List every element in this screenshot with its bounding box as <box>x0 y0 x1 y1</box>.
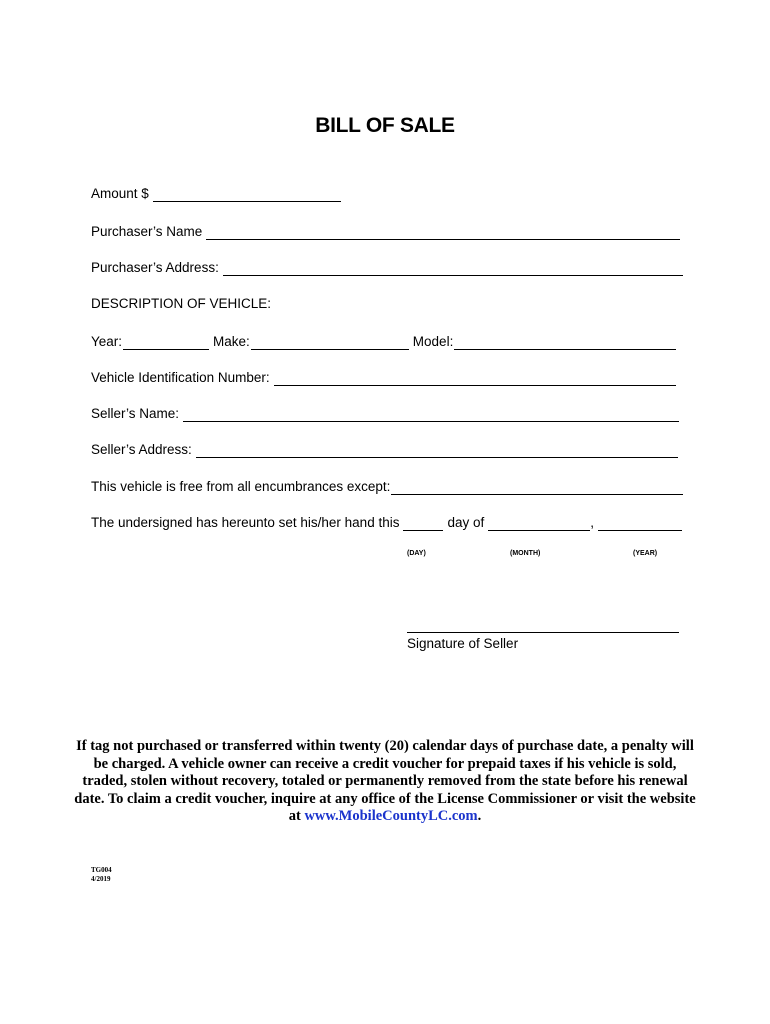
encumbrances-label: This vehicle is free from all encumbrances except: <box>91 479 391 494</box>
seller-address-label: Seller’s Address: <box>91 442 192 457</box>
day-field[interactable] <box>403 515 443 531</box>
purchaser-address-label: Purchaser’s Address: <box>91 260 219 275</box>
purchaser-name-row <box>91 220 680 240</box>
purchaser-address-row <box>91 256 683 276</box>
description-heading: DESCRIPTION OF VEHICLE: <box>91 296 272 311</box>
day-of-label: day of <box>447 515 485 530</box>
amount-row <box>91 182 341 202</box>
encumbrances-field[interactable] <box>391 479 683 495</box>
amount-field[interactable] <box>153 186 341 202</box>
day-caption: (DAY) <box>407 550 426 557</box>
form-date: 4/2019 <box>91 875 111 883</box>
model-label: Model: <box>412 334 454 349</box>
date-comma: , <box>590 515 595 530</box>
make-field[interactable] <box>251 334 409 350</box>
undersigned-row <box>91 511 682 531</box>
seller-address-field[interactable] <box>196 442 678 458</box>
vin-row <box>91 366 676 386</box>
undersigned-label: The undersigned has hereunto set his/her hand this <box>91 515 400 530</box>
seller-name-label: Seller’s Name: <box>91 406 180 421</box>
model-field[interactable] <box>454 334 676 350</box>
seller-address-row <box>91 438 678 458</box>
signature-field[interactable] <box>407 632 679 633</box>
form-code: TG004 <box>91 866 112 874</box>
purchaser-name-field[interactable] <box>206 224 680 240</box>
vin-field[interactable] <box>274 370 676 386</box>
make-label: Make: <box>213 334 250 349</box>
month-field[interactable] <box>488 515 590 531</box>
encumbrances-row <box>91 475 683 495</box>
purchaser-name-label: Purchaser’s Name <box>91 224 203 239</box>
notice-paragraph <box>70 738 700 826</box>
amount-label: Amount $ <box>91 186 149 201</box>
page-title: BILL OF SALE <box>315 114 455 137</box>
website-link[interactable]: www.MobileCountyLC.com <box>304 808 478 824</box>
seller-name-row <box>91 402 679 422</box>
year-field[interactable] <box>123 334 209 350</box>
year-label: Year: <box>91 334 123 349</box>
notice-end: . <box>477 808 482 824</box>
signature-label: Signature of Seller <box>407 636 519 651</box>
description-row <box>91 292 271 312</box>
year-caption: (YEAR) <box>633 550 658 557</box>
purchaser-address-field[interactable] <box>223 260 683 276</box>
year-date-field[interactable] <box>598 515 682 531</box>
month-caption: (MONTH) <box>510 550 541 557</box>
seller-name-field[interactable] <box>183 406 679 422</box>
notice-text: If tag not purchased or transferred within twenty (20) calendar days of purchase date, a penalty will be charged. A vehicle owner can receive a credit voucher for prepaid taxes if his vehicle is sold, traded, stolen without recovery, totaled or permanently removed from the state before his renewal date. To claim a credit voucher, inquire at any office of the License Commissioner or visit the website at <box>74 738 696 824</box>
vehicle-details-row <box>91 330 676 350</box>
vin-label: Vehicle Identification Number: <box>91 370 270 385</box>
form-footer <box>91 866 112 884</box>
